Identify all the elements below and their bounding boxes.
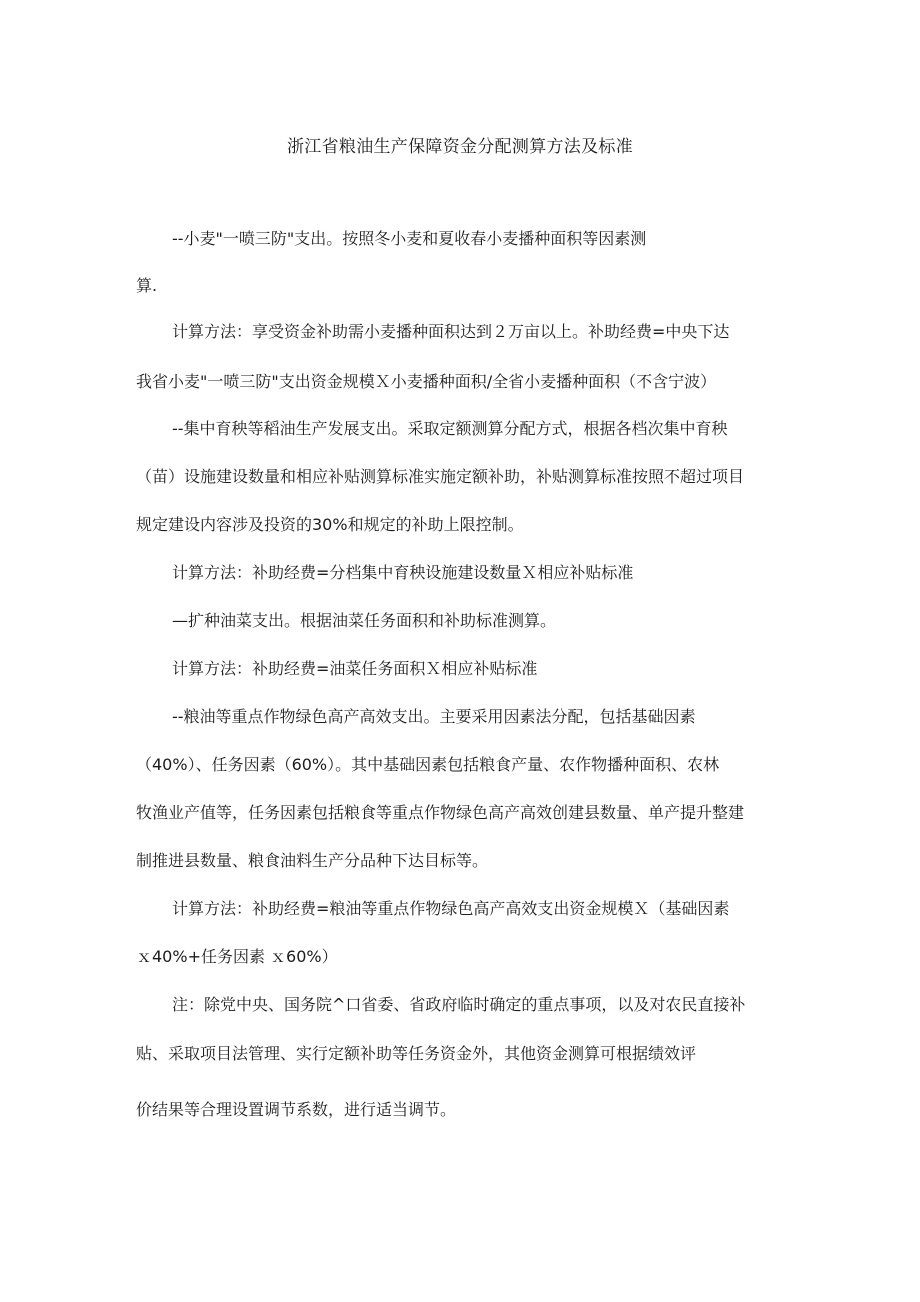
paragraph-line: ｘ40%+任务因素 ｘ60%） [136,947,338,966]
paragraph-line: 牧渔业产值等，任务因素包括粮食等重点作物绿色高产高效创建县数量、单产提升整建 [136,803,745,822]
paragraph-line: --小麦"一喷三防"支出。按照冬小麦和夏收春小麦播种面积等因素测 [172,229,647,248]
paragraph-line: --集中育秧等稻油生产发展支出。采取定额测算分配方式，根据各档次集中育秧 [172,419,728,438]
paragraph-line: 计算方法：补助经费=粮油等重点作物绿色高产高效支出资金规模Ｘ（基础因素 [172,899,730,918]
paragraph-line: 贴、采取项目法管理、实行定额补助等任务资金外，其他资金测算可根据绩效评 [136,1044,697,1063]
paragraph-line: 我省小麦"一喷三防"支出资金规模Ｘ小麦播种面积/全省小麦播种面积（不含宁波） [136,372,717,391]
paragraph-line: 计算方法：享受资金补助需小麦播种面积达到２万亩以上。补助经费=中央下达 [172,322,730,341]
paragraph-line: 计算方法：补助经费=分档集中育秧设施建设数量Ｘ相应补贴标准 [172,563,634,582]
paragraph-line: --粮油等重点作物绿色高产高效支出。主要采用因素法分配，包括基础因素 [172,707,696,726]
paragraph-line: 注：除党中央、国务院^口省委、省政府临时确定的重点事项，以及对农民直接补 [172,995,746,1014]
paragraph-line: 计算方法：补助经费=油菜任务面积Ｘ相应补贴标准 [172,659,538,678]
document-title: 浙江省粮油生产保障资金分配测算方法及标准 [287,137,633,157]
paragraph-line: 算. [136,276,158,295]
paragraph-line: （40%）、任务因素（60%）。其中基础因素包括粮食产量、农作物播种面积、农林 [136,755,720,774]
paragraph-line: —扩种油菜支出。根据油菜任务面积和补助标准测算。 [172,611,557,630]
paragraph-line: 制推进县数量、粮食油料生产分品种下达目标等。 [136,851,489,870]
paragraph-line: 规定建设内容涉及投资的30%和规定的补助上限控制。 [136,515,524,534]
paragraph-line: 价结果等合理设置调节系数，进行适当调节。 [136,1100,457,1119]
paragraph-line: （苗）设施建设数量和相应补贴测算标准实施定额补助，补贴测算标准按照不超过项目 [136,467,745,486]
